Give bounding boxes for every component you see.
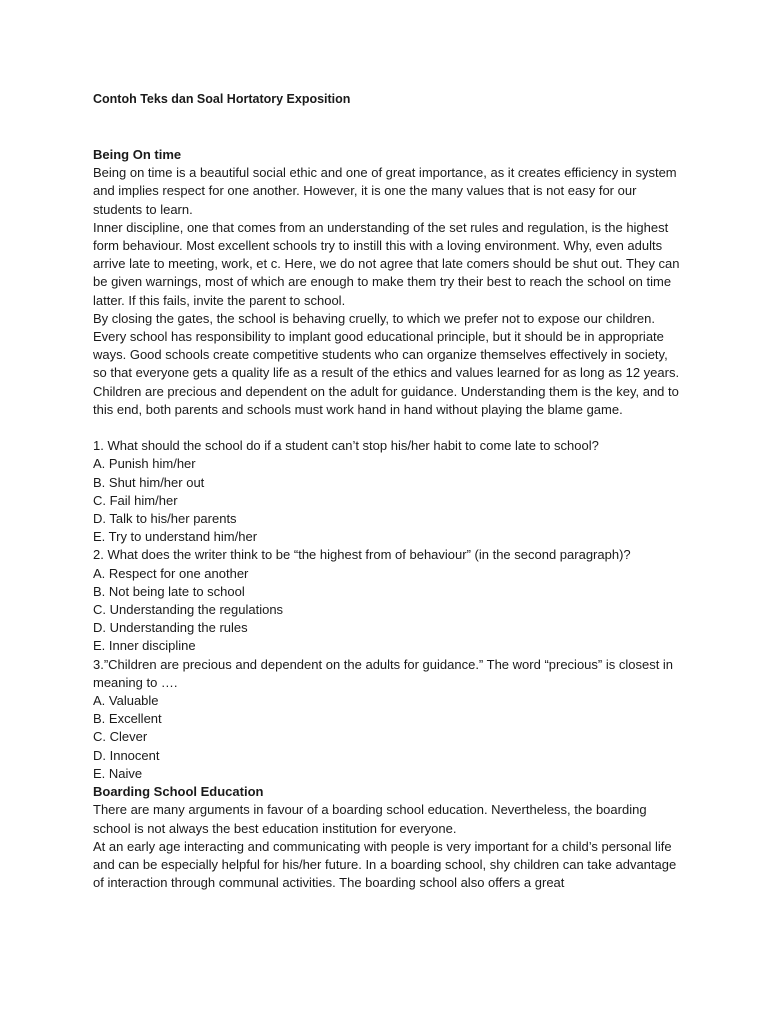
section-heading-boarding-school: Boarding School Education <box>93 784 264 800</box>
option: B. Shut him/her out <box>93 474 205 490</box>
option: A. Punish him/her <box>93 456 196 472</box>
option: B. Excellent <box>93 711 162 727</box>
paragraph: Children are precious and dependent on the adult for guidance. Understanding them is the key, and to this end, both parents and schools must work hand in hand without playing the blame game. <box>93 383 679 417</box>
option: A. Valuable <box>93 693 159 709</box>
document-page <box>93 90 683 892</box>
option: E. Try to understand him/her <box>93 529 258 545</box>
option: C. Understanding the regulations <box>93 602 284 618</box>
option: C. Clever <box>93 729 148 745</box>
question-1: 1. What should the school do if a student can’t stop his/her habit to come late to school? <box>93 438 599 454</box>
paragraph: Inner discipline, one that comes from an understanding of the set rules and regulation, is the highest form behaviour. Most excellent schools try to instill this with a loving environment. Why, even adults arrive late to meeting, work, et c. Here, we do not agree that late comers should be shut out. They can be given warnings, most of which are enough to make them try their best to reach the school on time latter. If this fails, invite the parent to school. <box>93 219 680 308</box>
paragraph: Being on time is a beautiful social ethic and one of great importance, as it creates efficiency in system and implies respect for one another. However, it is one the many values that is not easy for our students to learn. <box>93 165 677 217</box>
option: A. Respect for one another <box>93 565 249 581</box>
spacer <box>93 419 683 437</box>
option: E. Inner discipline <box>93 638 196 654</box>
section-heading-being-on-time: Being On time <box>93 147 182 162</box>
option: C. Fail him/her <box>93 492 178 508</box>
option: B. Not being late to school <box>93 583 245 599</box>
question-2: 2. What does the writer think to be “the highest from of behaviour” (in the second paragraph)? <box>93 547 631 563</box>
paragraph: There are many arguments in favour of a boarding school education. Nevertheless, the boarding school is not always the best education institution for everyone. <box>93 802 647 836</box>
option: D. Talk to his/her parents <box>93 511 237 527</box>
option: D. Innocent <box>93 747 160 763</box>
option: D. Understanding the rules <box>93 620 248 636</box>
option: E. Naive <box>93 765 143 781</box>
paragraph: By closing the gates, the school is behaving cruelly, to which we prefer not to expose our children. Every school has responsibility to implant good educational principle, but it should be in appropriate ways. Good schools create competitive students who can organize themselves effectively in society, so that everyone gets a quality life as a result of the ethics and values learned for as long as 12 years. <box>93 310 680 381</box>
paragraph: At an early age interacting and communicating with people is very important for a child’s personal life and can be especially helpful for his/her future. In a boarding school, shy children can take advantage of interaction through communal activities. The boarding school also offers a great <box>93 838 677 891</box>
document-title: Contoh Teks dan Soal Hortatory Exposition <box>93 92 351 106</box>
question-3: 3.”Children are precious and dependent on the adults for guidance.” The word “precious” is closest in meaning to …. <box>93 656 674 690</box>
